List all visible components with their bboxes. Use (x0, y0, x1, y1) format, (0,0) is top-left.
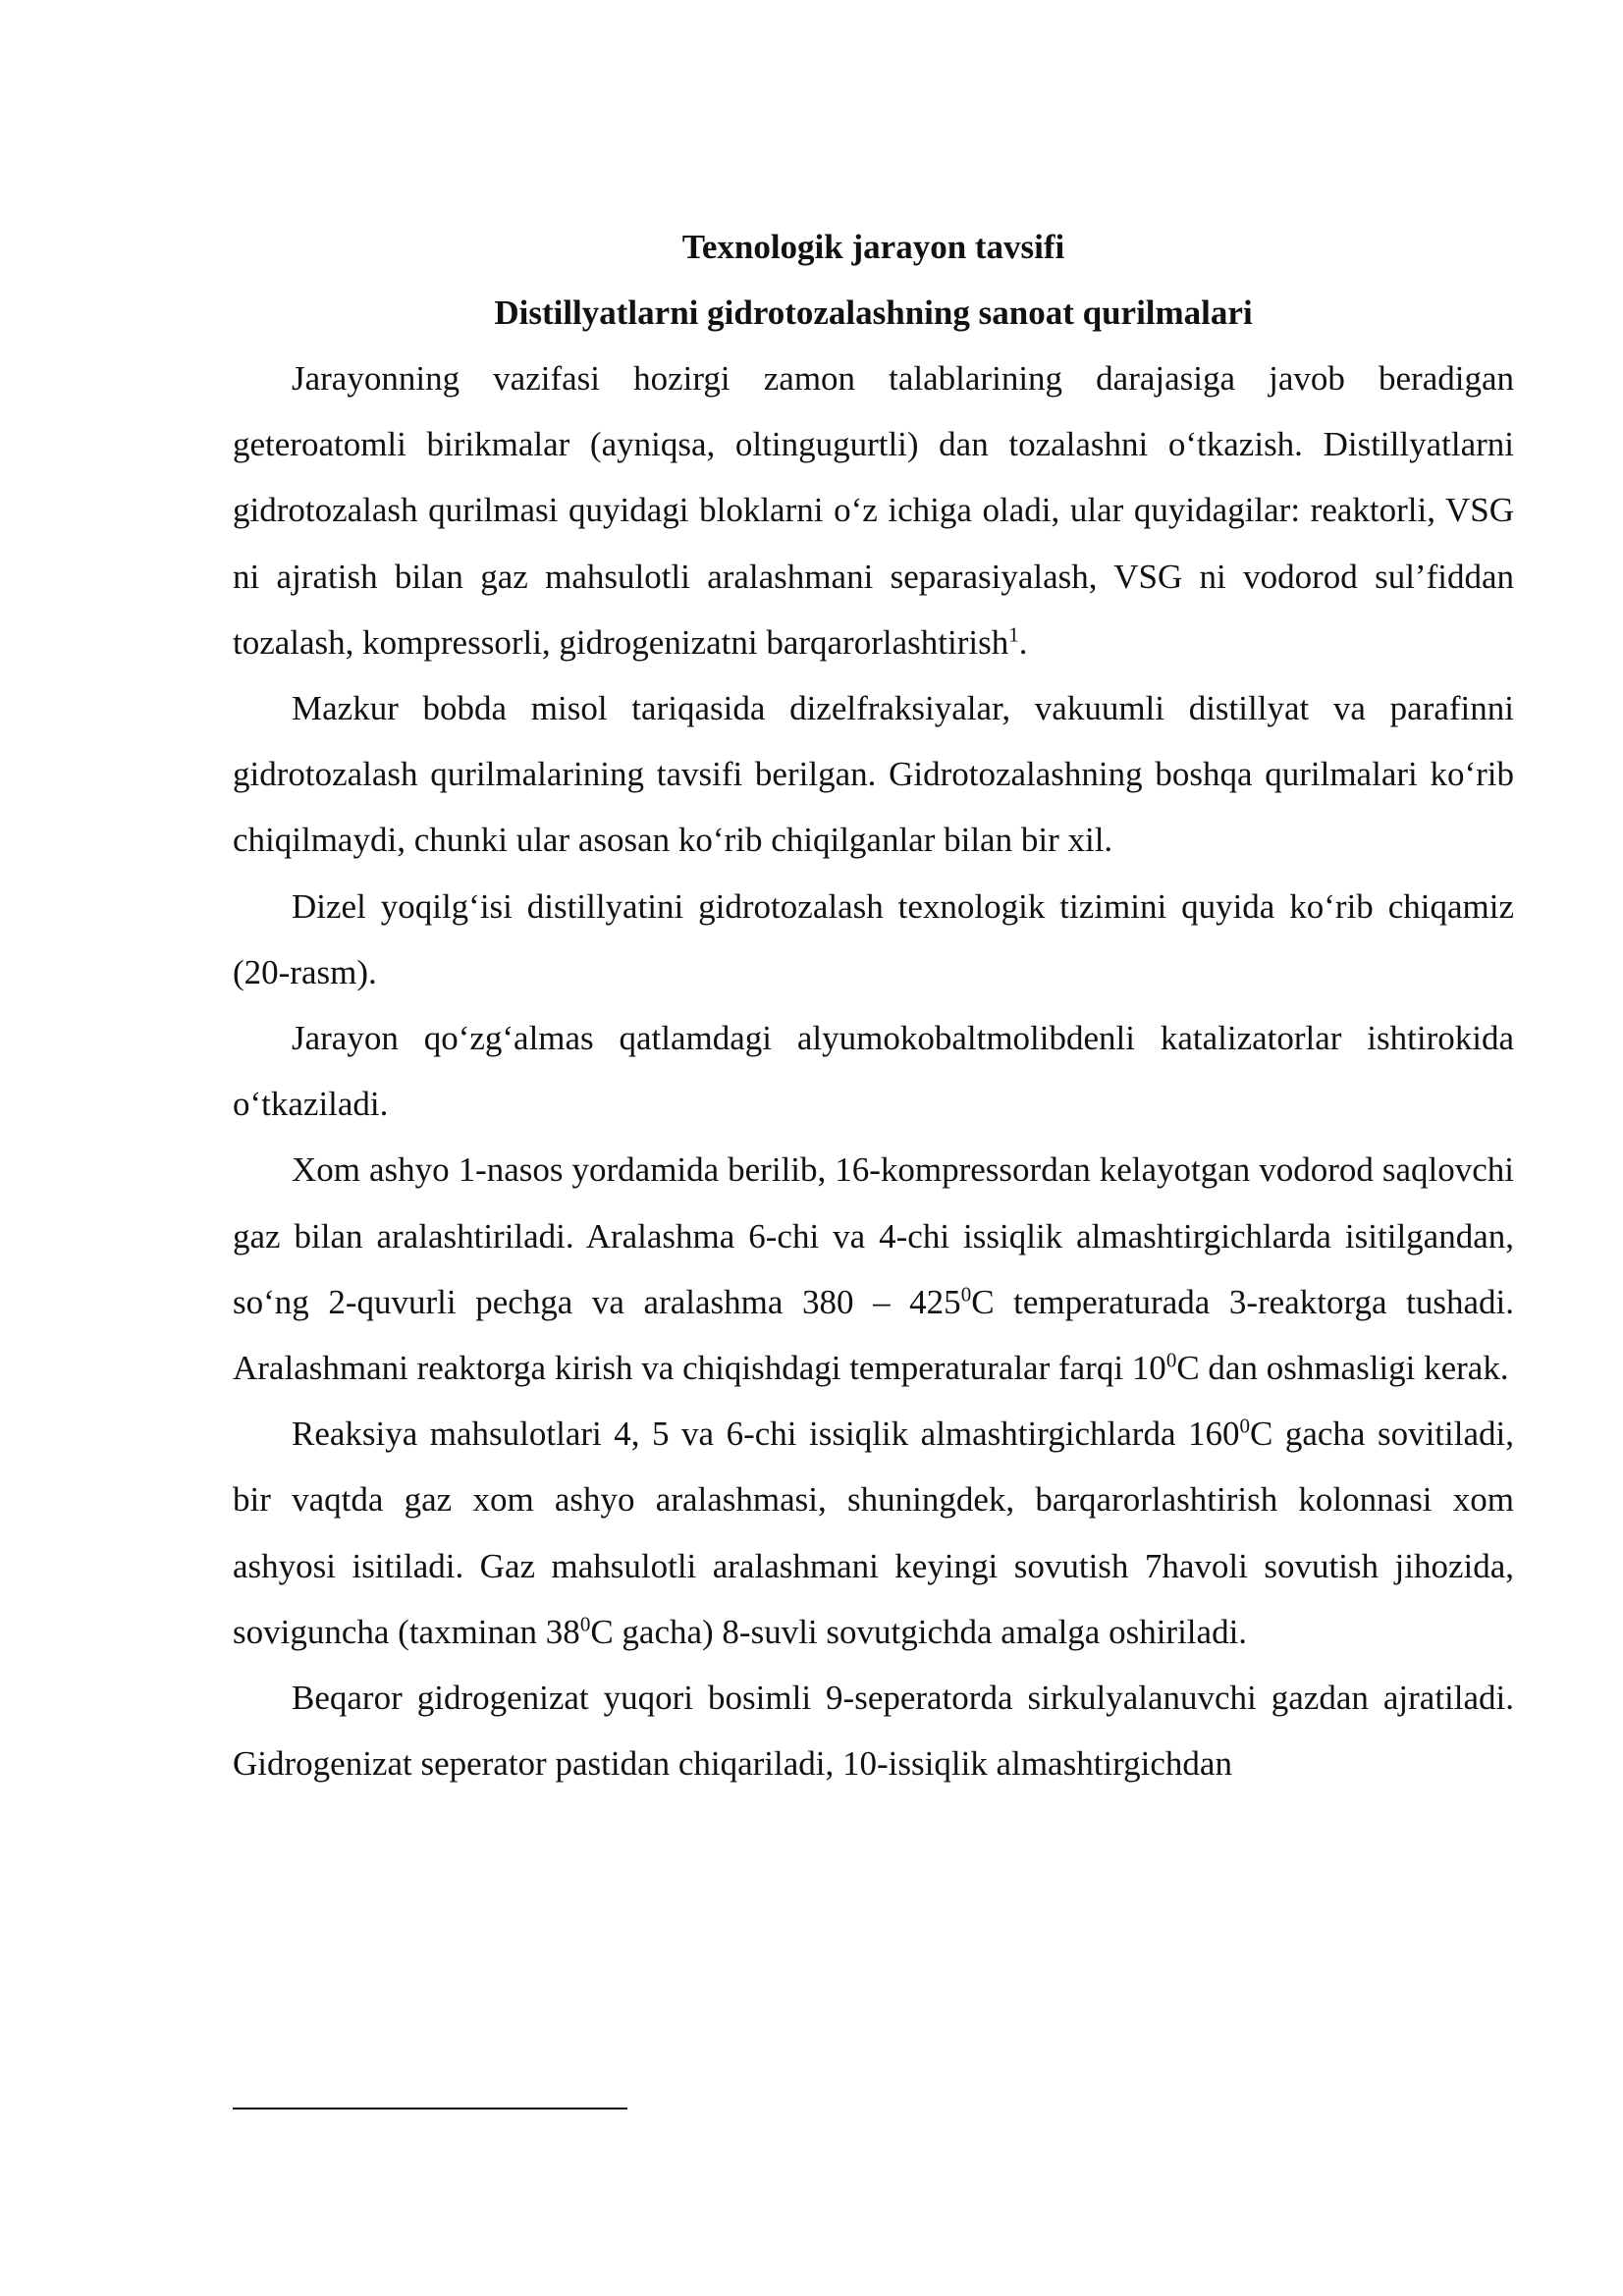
paragraph-text: C gacha) 8-suvli sovutgichda amalga oshiriladi. (590, 1612, 1248, 1651)
paragraph-text: Xom ashyo 1-nasos yordamida berilib, 16-kompressordan kelayotgan vodorod saqlovchi gaz bilan aralashtiriladi. Aralashma 6-chi va 4-chi issiqlik almashtirgichlarda isitilgandan, so‘ng 2-quvurli pechga va aralashma 380 – 425 (233, 1150, 1514, 1321)
paragraph (233, 346, 1514, 675)
paragraph-text: Beqaror gidrogenizat yuqori bosimli 9-seperatorda sirkulyalanuvchi gazdan ajratiladi. Gidrogenizat seperator pastidan chiqariladi, 10-issiqlik almashtirgichdan (233, 1679, 1514, 1784)
paragraph-text: C dan oshmasligi kerak. (1176, 1349, 1509, 1388)
paragraph-text: Jarayon qo‘zg‘almas qatlamdagi alyumokobaltmolibdenli katalizatorlar ishtirokida o‘tkaziladi. (233, 1019, 1514, 1124)
footnote-ref[interactable]: 1 (1008, 622, 1019, 647)
footnote-separator (233, 2108, 627, 2109)
paragraph (233, 874, 1514, 1005)
paragraph (233, 1665, 1514, 1796)
degree-superscript: 0 (1165, 1348, 1177, 1372)
paragraph (233, 1005, 1514, 1137)
page-title: Texnologik jarayon tavsifi (681, 228, 1065, 266)
paragraph-text: Reaksiya mahsulotlari 4, 5 va 6-chi issiqlik almashtirgichlarda 160 (292, 1415, 1240, 1454)
paragraph-text: . (1018, 622, 1028, 662)
paragraph-text: C temperaturada 3-reaktorga tushadi. Aralashmani reaktorga kirish va chiqishdagi temperaturalar farqi 10 (233, 1282, 1514, 1388)
section-subtitle: Distillyatlarni gidrotozalashning sanoat qurilmalari (494, 294, 1253, 332)
page-body (233, 214, 1514, 1796)
degree-superscript: 0 (1239, 1414, 1250, 1438)
paragraph-text: Mazkur bobda misol tariqasida dizelfraksiyalar, vakuumli distillyat va parafinni gidrotozalash qurilmalarining tavsifi berilgan. Gidrotozalashning boshqa qurilmalari ko‘rib chiqilmaydi, chunki ular asosan ko‘rib chiqilganlar bilan bir xil. (233, 689, 1514, 860)
paragraph-text: Jarayonning vazifasi hozirgi zamon talablarining darajasiga javob beradigan geteroatomli birikmalar (ayniqsa, oltingugurtli) dan tozalashni o‘tkazish. Distillyatlarni gidrotozalash qurilmasi quyidagi bloklarni o‘z ichiga oladi, ular quyidagilar: reaktorli, VSG ni ajratish bilan gaz mahsulotli aralashmani separasiyalash, VSG ni vodorod sul’fiddan tozalash, kompressorli, gidrogenizatni barqarorlashtirish (233, 359, 1514, 662)
degree-superscript: 0 (579, 1612, 591, 1636)
paragraph (233, 1401, 1514, 1665)
degree-superscript: 0 (960, 1282, 972, 1307)
paragraph-text: Dizel yoqilg‘isi distillyatini gidrotozalash texnologik tizimini quyida ko‘rib chiqamiz (20-rasm). (233, 886, 1514, 991)
paragraph-text: C gacha sovitiladi, bir vaqtda gaz xom ashyo aralashmasi, shuningdek, barqarorlashtirish kolonnasi xom ashyosi isitiladi. Gaz mahsulotli aralashmani keyingi sovutish 7havoli sovutish jihozida, soviguncha (taxminan 38 (233, 1415, 1514, 1651)
paragraph (233, 675, 1514, 874)
paragraph (233, 1137, 1514, 1401)
